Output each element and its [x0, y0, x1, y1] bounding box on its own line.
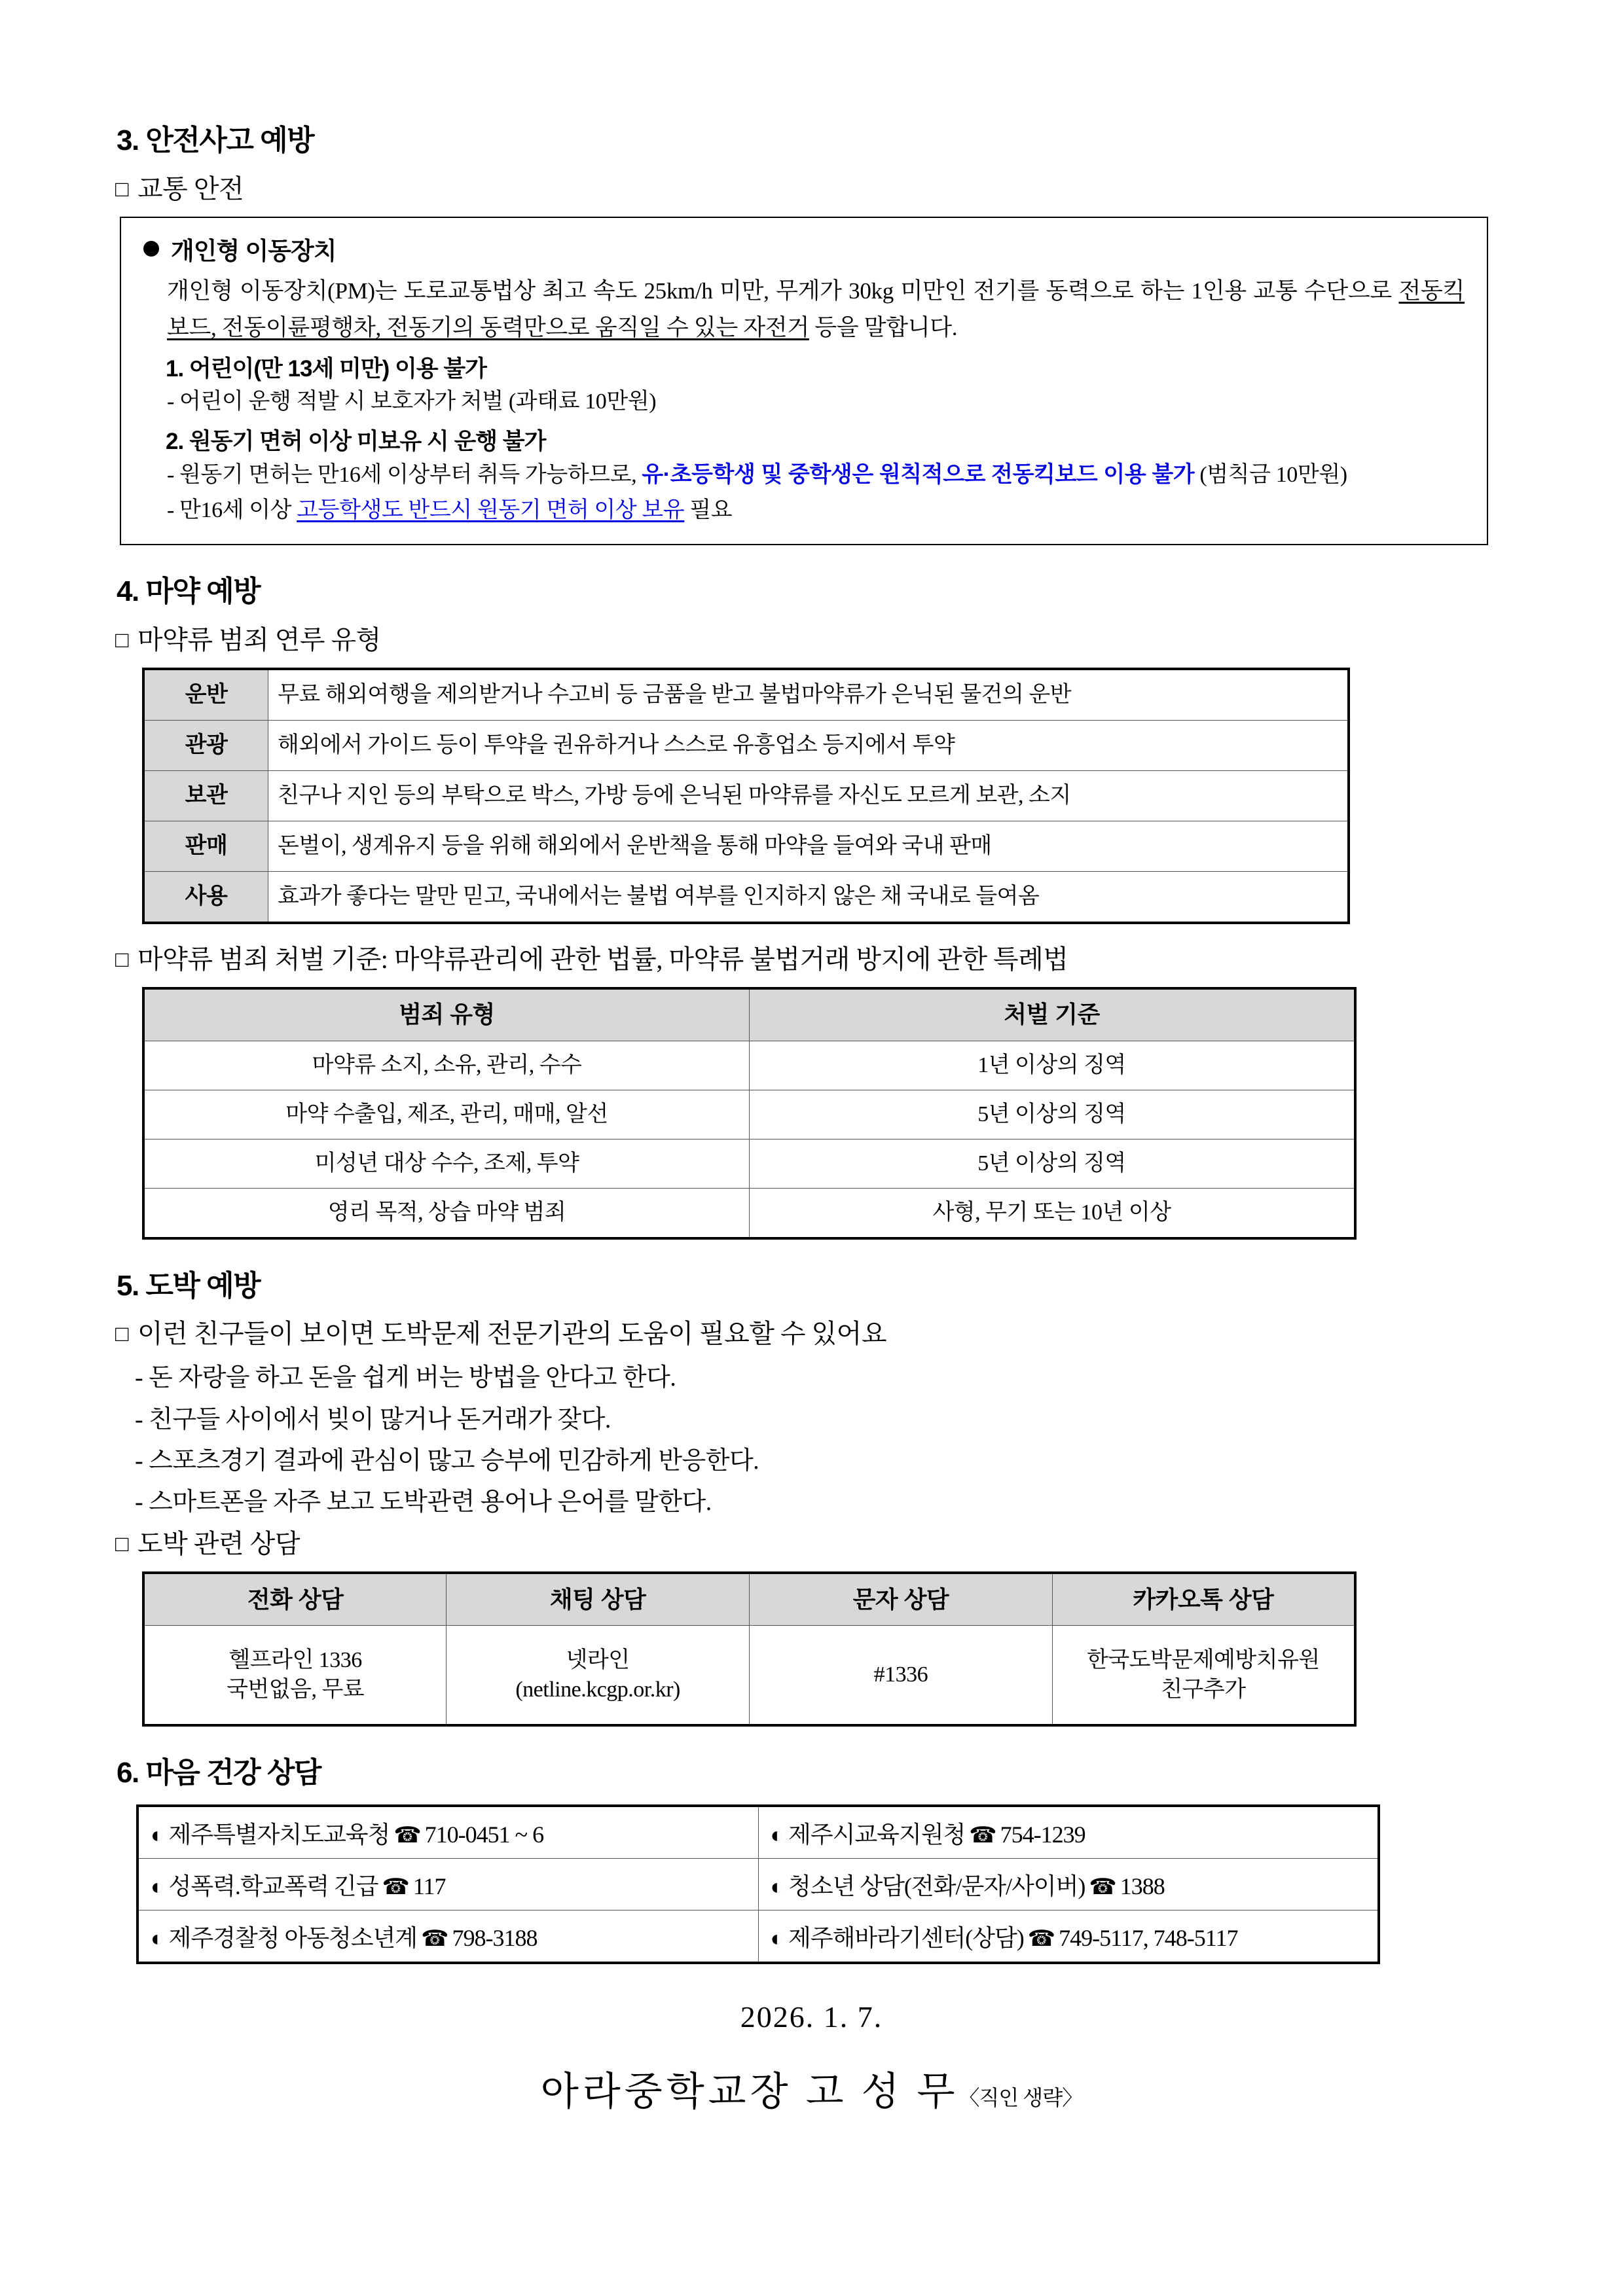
table-row [143, 1090, 1355, 1139]
drug-involvement-type-table [142, 668, 1350, 924]
signature-name: 아라중학교장 고 성 무 [540, 2070, 959, 2113]
drug-type-table-body [143, 669, 1349, 923]
pm-callout-box [120, 217, 1488, 545]
checkitem-label: 마약류 범죄 연루 유형 [137, 624, 381, 655]
checkitem-drug-punishment [115, 942, 1512, 977]
table-cell: 1년 이상의 징역 [750, 1041, 1356, 1090]
document-date: 2026. 1. 7. [740, 2000, 883, 2034]
contact-org-name: 제주특별자치도교육청 [168, 1821, 390, 1848]
contact-org-name: 제주해바라기센터(상담) [788, 1924, 1024, 1951]
checkitem-gambling-consult [115, 1527, 1512, 1561]
drug-type-label: 운반 [143, 669, 268, 721]
mental-health-contact-table [136, 1804, 1380, 1964]
gambling-consultation-table [142, 1571, 1357, 1727]
table-cell: 5년 이상의 징역 [750, 1090, 1356, 1139]
checkbox-icon: □ [115, 177, 129, 202]
checkitem-drug-types [115, 623, 1512, 657]
drug-type-label: 판매 [143, 821, 268, 871]
pm-rule-3-detail [167, 493, 1465, 528]
contact-phone-number: 749-5117, 748-5117 [1059, 1924, 1238, 1951]
punish-table-body [143, 1041, 1355, 1238]
table-cell: 미성년 대상 수수, 조제, 투약 [143, 1139, 750, 1188]
table-header-row [143, 1573, 1355, 1626]
table-row [137, 1910, 1379, 1964]
contact-phone-number: 1388 [1120, 1873, 1165, 1899]
pm-rule-3-post: 필요 [684, 498, 733, 523]
drug-type-description: 무료 해외여행을 제의받거나 수고비 등 금품을 받고 불법마약류가 은닉된 물건의 운반 [268, 669, 1349, 721]
telephone-icon: ☎ [393, 1823, 421, 1848]
punish-table-head [143, 988, 1355, 1041]
gambling-sign-list [111, 1361, 1512, 1519]
pm-rule-1-title: 1. 어린이(만 13세 미만) 이용 불가 [166, 355, 486, 382]
list-item: - 스마트폰을 자주 보고 도박관련 용어나 은어를 말한다. [135, 1488, 712, 1516]
column-header: 카카오톡 상담 [1052, 1573, 1355, 1626]
contact-org-name: 성폭력.학교폭력 긴급 [168, 1873, 378, 1899]
half-circle-bullet-icon: ◐ [151, 1926, 164, 1951]
table-cell: 한국도박문제예방치유원 친구추가 [1052, 1626, 1355, 1726]
checkbox-icon: □ [115, 947, 129, 972]
contact-phone-number: 710-0451 ~ 6 [424, 1821, 544, 1848]
contact-phone-number: 117 [412, 1873, 446, 1899]
gamble-table-head [143, 1573, 1355, 1626]
contact-cell [758, 1806, 1379, 1859]
pm-rule-3-pre: - 만16세 이상 [167, 498, 297, 523]
checkitem-label: 마약류 범죄 처벌 기준: 마약류관리에 관한 법률, 마약류 불법거래 방지에 관한 특례법 [137, 944, 1068, 974]
table-row [143, 1188, 1355, 1238]
section-heading-mind: 6. 마음 건강 상담 [117, 1757, 321, 1789]
table-row [143, 669, 1349, 721]
telephone-icon: ☎ [421, 1926, 448, 1951]
table-cell: 마약류 소지, 소유, 관리, 수수 [143, 1041, 750, 1090]
list-item: - 돈 자랑을 하고 돈을 쉽게 버는 방법을 안다고 한다. [135, 1364, 676, 1392]
checkitem-gambling-signs [115, 1317, 1512, 1351]
drug-type-label: 사용 [143, 871, 268, 923]
pm-definition-underlined: 전동킥보드, 전동이륜평행차, 전동기의 동력만으로 움직일 수 있는 자전거 [167, 278, 1465, 341]
table-row [143, 1626, 1355, 1726]
pm-definition-paragraph [167, 273, 1465, 347]
drug-type-description: 해외에서 가이드 등이 투약을 권유하거나 스스로 유흥업소 등지에서 투약 [268, 720, 1349, 770]
column-header: 채팅 상담 [447, 1573, 750, 1626]
contact-org-name: 제주시교육지원청 [788, 1821, 966, 1848]
contact-cell [137, 1806, 758, 1859]
half-circle-bullet-icon: ◐ [770, 1926, 784, 1951]
pm-rule-2-pre: - 원동기 면허는 만16세 이상부터 취득 가능하므로, [167, 462, 642, 487]
contact-phone-number: 798-3188 [452, 1924, 538, 1951]
half-circle-bullet-icon: ◐ [770, 1823, 784, 1848]
telephone-icon: ☎ [1089, 1874, 1116, 1899]
table-cell: 넷라인 (netline.kcgp.or.kr) [447, 1626, 750, 1726]
pm-definition-part2: 등을 말합니다. [809, 315, 958, 341]
table-cell: 영리 목적, 상습 마약 범죄 [143, 1188, 750, 1238]
pm-rule-3-highlight: 고등학생도 반드시 원동기 면허 이상 보유 [297, 498, 685, 523]
checkitem-traffic-safety [115, 172, 1512, 206]
table-cell: 헬프라인 1336 국번없음, 무료 [143, 1626, 447, 1726]
table-cell: 마약 수출입, 제조, 관리, 매매, 알선 [143, 1090, 750, 1139]
table-row [137, 1806, 1379, 1859]
contact-cell [137, 1859, 758, 1910]
filled-circle-bullet-icon [143, 241, 159, 257]
table-row [143, 720, 1349, 770]
pm-box-title-label: 개인형 이동장치 [171, 237, 337, 264]
column-header: 처벌 기준 [750, 988, 1356, 1041]
mind-table-body [137, 1806, 1379, 1963]
pm-rule-2-title: 2. 원동기 면허 이상 미보유 시 운행 불가 [166, 428, 546, 454]
pm-rule-2-highlight: 유·초등학생 및 중학생은 원칙적으로 전동킥보드 이용 불가 [642, 461, 1195, 487]
checkbox-icon: □ [115, 628, 129, 653]
document-signature [111, 2060, 1512, 2117]
checkitem-label: 교통 안전 [137, 173, 244, 204]
section-heading-gambling: 5. 도박 예방 [117, 1269, 261, 1302]
contact-cell [758, 1910, 1379, 1964]
pm-rule-1-detail: - 어린이 운행 적발 시 보호자가 처벌 (과태료 10만원) [167, 389, 657, 414]
table-cell: #1336 [750, 1626, 1053, 1726]
drug-type-description: 친구나 지인 등의 부탁으로 박스, 가방 등에 은닉된 마약류를 자신도 모르게 보관, 소지 [268, 770, 1349, 821]
drug-type-description: 돈벌이, 생계유지 등을 위해 해외에서 운반책을 통해 마약을 들여와 국내 판매 [268, 821, 1349, 871]
seal-omitted-note: 〈직인 생략〉 [958, 2086, 1083, 2109]
table-row [137, 1859, 1379, 1910]
contact-org-name: 제주경찰청 아동청소년계 [168, 1924, 418, 1951]
column-header: 문자 상담 [750, 1573, 1053, 1626]
drug-type-label: 보관 [143, 770, 268, 821]
half-circle-bullet-icon: ◐ [151, 1874, 164, 1899]
table-row [143, 821, 1349, 871]
list-item: - 스포츠경기 결과에 관심이 많고 승부에 민감하게 반응한다. [135, 1446, 759, 1475]
contact-org-name: 청소년 상담(전화/문자/사이버) [788, 1873, 1085, 1899]
telephone-icon: ☎ [969, 1823, 996, 1848]
pm-rule-2-post: (범칙금 10만원) [1194, 462, 1347, 487]
table-header-row [143, 988, 1355, 1041]
table-row [143, 1139, 1355, 1188]
checkbox-icon: □ [115, 1322, 129, 1347]
checkbox-icon: □ [115, 1532, 129, 1557]
half-circle-bullet-icon: ◐ [151, 1823, 164, 1848]
pm-rule-2-detail [167, 457, 1465, 493]
gamble-table-body [143, 1626, 1355, 1726]
column-header: 범죄 유형 [143, 988, 750, 1041]
list-item: - 친구들 사이에서 빚이 많거나 돈거래가 잦다. [135, 1405, 611, 1433]
contact-cell [137, 1910, 758, 1964]
column-header: 전화 상담 [143, 1573, 447, 1626]
table-row [143, 1041, 1355, 1090]
telephone-icon: ☎ [382, 1874, 409, 1899]
half-circle-bullet-icon: ◐ [770, 1874, 784, 1899]
drug-punishment-table [142, 987, 1357, 1240]
pm-box-title [143, 231, 1465, 266]
table-row [143, 770, 1349, 821]
drug-type-description: 효과가 좋다는 말만 믿고, 국내에서는 불법 여부를 인지하지 않은 채 국내로 들여옴 [268, 871, 1349, 923]
contact-phone-number: 754-1239 [1000, 1821, 1085, 1848]
table-cell: 사형, 무기 또는 10년 이상 [750, 1188, 1356, 1238]
drug-type-label: 관광 [143, 720, 268, 770]
telephone-icon: ☎ [1027, 1926, 1055, 1951]
section-heading-drug: 4. 마약 예방 [117, 575, 261, 608]
table-cell: 5년 이상의 징역 [750, 1139, 1356, 1188]
table-row [143, 871, 1349, 923]
contact-cell [758, 1859, 1379, 1910]
pm-definition-part1: 개인형 이동장치(PM)는 도로교통법상 최고 속도 25km/h 미만, 무게가 30kg 미만인 전기를 동력으로 하는 1인용 교통 수단으로 [167, 278, 1399, 304]
checkitem-label: 이런 친구들이 보이면 도박문제 전문기관의 도움이 필요할 수 있어요 [137, 1319, 886, 1349]
checkitem-label: 도박 관련 상담 [137, 1529, 300, 1559]
section-heading-safety: 3. 안전사고 예방 [117, 124, 314, 156]
